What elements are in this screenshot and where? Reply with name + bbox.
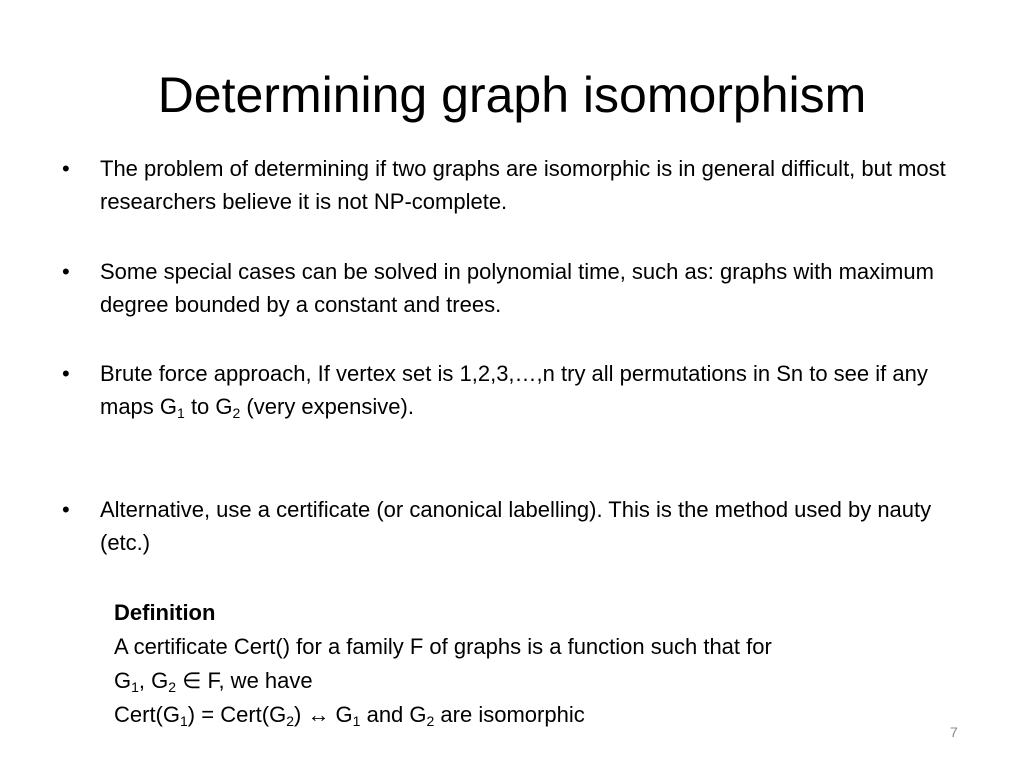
bullet-item [62,152,952,218]
definition-line-3: $Cert(G_1)$ = $Cert(G_2)$ ↔ $G_1$ and $G_2$ are isomorphic [114,702,585,729]
page-number: 7 [950,724,958,740]
definition-line-1: A certificate Cert() for a family F of graphs is a function such that for [114,634,772,659]
bullet-item [62,493,952,559]
bullet-text: Alternative, use a certificate (or canonical labelling). This is the method used by nauty (etc.) [100,497,932,555]
bullet-text: Brute force approach, If vertex set is 1,2,3,…,n try all permutations in Sn to see if any maps $G_1$ to $G_2$ (very expensive). [100,361,928,421]
bullet-text: The problem of determining if two graphs are isomorphic is in general difficult, but most researchers believe it is not NP-complete. [100,156,946,214]
bullet-item [62,255,952,321]
definition-block [114,596,944,732]
bullet-marker: • [62,156,70,181]
slide-title: Determining graph isomorphism [157,67,867,123]
definition-heading: Definition [114,600,216,625]
bullet-marker: • [62,497,70,522]
bullet-text: Some special cases can be solved in polynomial time, such as: graphs with maximum degree bounded by a constant and trees. [100,259,934,317]
definition-line-2: $G_1$, $G_2$ ∈ F, we have [114,668,313,695]
bullet-marker: • [62,259,70,284]
bullet-item [62,357,952,423]
bullet-marker: • [62,361,70,386]
